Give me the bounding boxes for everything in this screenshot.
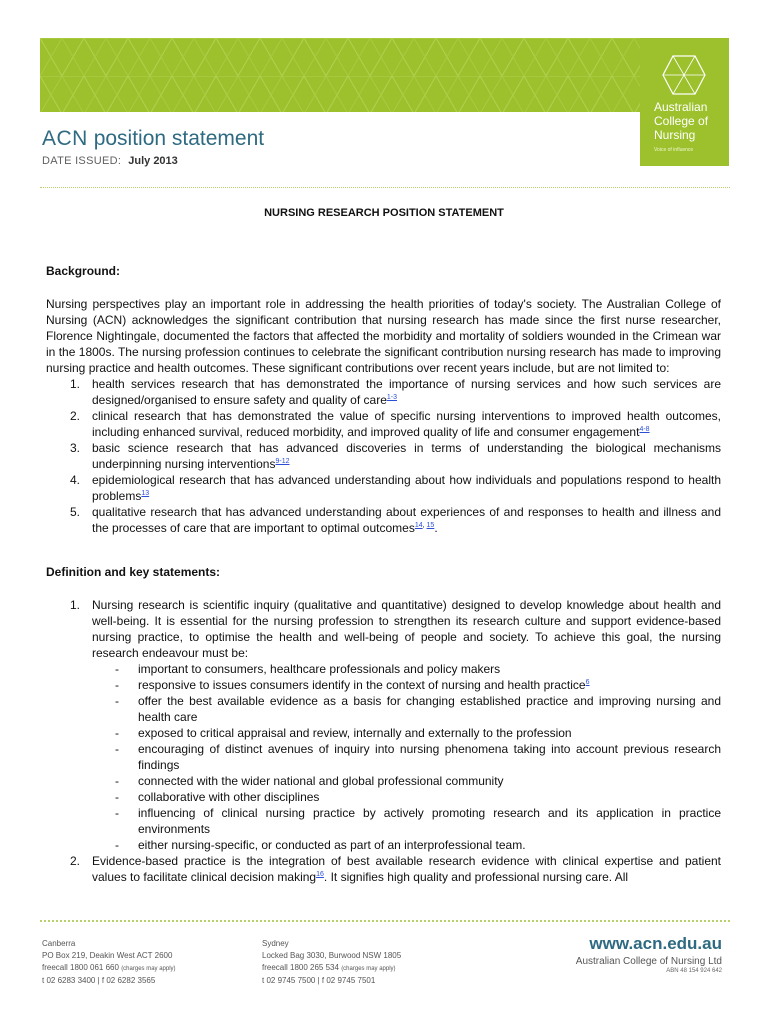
endeavour-list xyxy=(92,661,721,853)
sub-list-item xyxy=(92,725,721,741)
list-number: 1. xyxy=(70,377,81,391)
reference-link[interactable]: 15 xyxy=(426,522,435,529)
sub-item-text: influencing of clinical nursing practice by actively promoting research and its application in practice environments xyxy=(138,806,721,836)
sub-list-item xyxy=(92,741,721,773)
sub-list-item xyxy=(92,677,721,693)
list-number: 5. xyxy=(70,505,81,519)
reference-link[interactable]: 9-12 xyxy=(275,458,290,465)
footer-abn: ABN 48 154 924 642 xyxy=(666,968,722,974)
statements-list xyxy=(46,597,721,885)
page-title xyxy=(42,127,264,151)
document-title: NURSING RESEARCH POSITION STATEMENT xyxy=(264,207,504,219)
sub-item-text: encouraging of distinct avenues of inquiry into nursing phenomena taking into account previous research findings xyxy=(138,742,721,772)
footer-address: Locked Bag 3030, Burwood NSW 1805 xyxy=(262,951,402,960)
title-rest: position statement xyxy=(93,127,265,150)
freecall-number: freecall 1800 061 660 xyxy=(42,963,119,972)
dash: - xyxy=(115,678,119,692)
date-issued xyxy=(42,155,178,167)
list-number: 2. xyxy=(70,409,81,423)
list-number: 3. xyxy=(70,441,81,455)
sub-item-text: exposed to critical appraisal and review, internally and externally to the profession xyxy=(138,726,572,740)
statement-item xyxy=(46,597,721,853)
list-tail: . xyxy=(434,521,438,535)
reference-link[interactable]: 1-3 xyxy=(386,394,397,401)
sub-list-item xyxy=(92,789,721,805)
footer-phones: t 02 6283 3400 | f 02 6282 3565 xyxy=(42,976,156,985)
logo-line: College of xyxy=(654,114,709,128)
statement-text: Nursing research is scientific inquiry (qualitative and quantitative) designed to develop knowledge about health and well-being. It is essential for the nursing profession to strengthen its research culture and support evidence-based nursing practice, to optimise the health and well-being of people and society. To achieve this goal, the nursing research endeavour must be: xyxy=(92,598,721,660)
reference-link[interactable]: 13 xyxy=(141,490,150,497)
sub-item-text: connected with the wider national and global professional community xyxy=(138,774,504,788)
footer-freecall xyxy=(42,962,176,975)
hexagon-logo-icon xyxy=(662,54,706,96)
sub-item-text: responsive to issues consumers identify in the context of nursing and health practice xyxy=(138,678,586,692)
sub-list-item xyxy=(92,693,721,725)
divider-bottom xyxy=(40,920,730,922)
dash: - xyxy=(115,742,119,756)
footer-phones: t 02 9745 7500 | f 02 9745 7501 xyxy=(262,976,376,985)
date-value: July 2013 xyxy=(128,155,178,167)
sub-list-item xyxy=(92,837,721,853)
contributions-list xyxy=(46,376,721,536)
footer-city: Sydney xyxy=(262,939,289,948)
ref-separator: , xyxy=(422,522,427,529)
logo-line: Australian xyxy=(654,100,708,114)
reference-link[interactable]: 6 xyxy=(585,679,590,686)
date-label: DATE ISSUED: xyxy=(42,155,122,167)
list-text: clinical research that has demonstrated the value of specific nursing interventions to improved health outcomes, including enhanced survival, reduced morbidity, and improved quality of life and consumer engagement xyxy=(92,409,721,439)
footer-city: Canberra xyxy=(42,939,76,948)
logo-tagline: Voice of influence xyxy=(654,147,694,153)
statement-text: Evidence-based practice is the integration of best available research evidence with clinical expertise and patient values to facilitate clinical decision making xyxy=(92,854,721,884)
dash: - xyxy=(115,774,119,788)
sub-list-item xyxy=(92,773,721,789)
list-number: 4. xyxy=(70,473,81,487)
list-text: epidemiological research that has advanced understanding about how individuals and populations respond to health problems xyxy=(92,473,721,503)
website-link[interactable]: www.acn.edu.au xyxy=(589,934,722,953)
logo-name xyxy=(654,100,708,142)
sub-item-text: either nursing-specific, or conducted as part of an interprofessional team. xyxy=(138,838,526,852)
logo-line: Nursing xyxy=(654,128,696,142)
footer-brand xyxy=(576,934,722,974)
dash: - xyxy=(115,694,119,708)
footer-sydney xyxy=(262,938,401,987)
title-acn: ACN xyxy=(42,127,88,150)
charges-note: (charges may apply) xyxy=(121,966,176,972)
dash: - xyxy=(115,662,119,676)
statement-item xyxy=(46,853,721,885)
list-number: 2. xyxy=(70,854,81,868)
list-item xyxy=(46,440,721,472)
footer-freecall xyxy=(262,962,401,975)
list-text: health services research that has demonstrated the importance of nursing services and how such services are designed/organised to ensure safety and quality of care xyxy=(92,377,721,407)
reference-link[interactable]: 14 xyxy=(414,522,423,529)
list-item xyxy=(46,408,721,440)
footer-address: PO Box 219, Deakin West ACT 2600 xyxy=(42,951,173,960)
freecall-number: freecall 1800 265 534 xyxy=(262,963,339,972)
list-item xyxy=(46,504,721,536)
header-banner xyxy=(40,38,640,112)
background-paragraph: Nursing perspectives play an important role in addressing the health priorities of today's society. The Australian College of Nursing (ACN) acknowledges the significant contribution that nursing research has made since the first nurse researcher, Florence Nightingale, documented the factors that affected the morbidity and mortality of soldiers wounded in the Crimean war in the 1800s. The nursing profession continues to celebrate the significant contribution nursing research has made to improving nursing practice and health outcomes. These significant contributions over recent years include, but are not limited to: xyxy=(46,297,721,375)
dash: - xyxy=(115,806,119,820)
list-number: 1. xyxy=(70,598,81,612)
sub-item-text: important to consumers, healthcare professionals and policy makers xyxy=(138,662,501,676)
acn-logo xyxy=(640,38,729,166)
background-heading: Background: xyxy=(46,264,121,278)
list-item xyxy=(46,472,721,504)
banner-pattern xyxy=(40,38,640,112)
dash: - xyxy=(115,790,119,804)
list-text: basic science research that has advanced discoveries in terms of understanding the biological mechanisms underpinning nursing interventions xyxy=(92,441,721,471)
sub-list-item xyxy=(92,661,721,677)
sub-item-text: offer the best available evidence as a basis for changing established practice and improving nursing and health care xyxy=(138,694,721,724)
document-body xyxy=(46,263,721,885)
sub-list-item xyxy=(92,805,721,837)
charges-note: (charges may apply) xyxy=(341,966,396,972)
reference-link[interactable]: 16 xyxy=(316,871,324,878)
divider-top xyxy=(40,187,730,188)
footer-canberra xyxy=(42,938,176,987)
list-item xyxy=(46,376,721,408)
reference-link[interactable]: 4-8 xyxy=(639,426,650,433)
footer-org-name: Australian College of Nursing Ltd xyxy=(575,956,722,967)
dash: - xyxy=(115,838,119,852)
sub-item-text: collaborative with other disciplines xyxy=(138,790,320,804)
statement-text: . It signifies high quality and professional nursing care. All xyxy=(323,870,629,884)
list-text: qualitative research that has advanced understanding about experiences of and responses to health and illness and the processes of care that are important to optimal outcomes xyxy=(92,505,721,535)
definition-heading: Definition and key statements: xyxy=(46,565,221,579)
dash: - xyxy=(115,726,119,740)
